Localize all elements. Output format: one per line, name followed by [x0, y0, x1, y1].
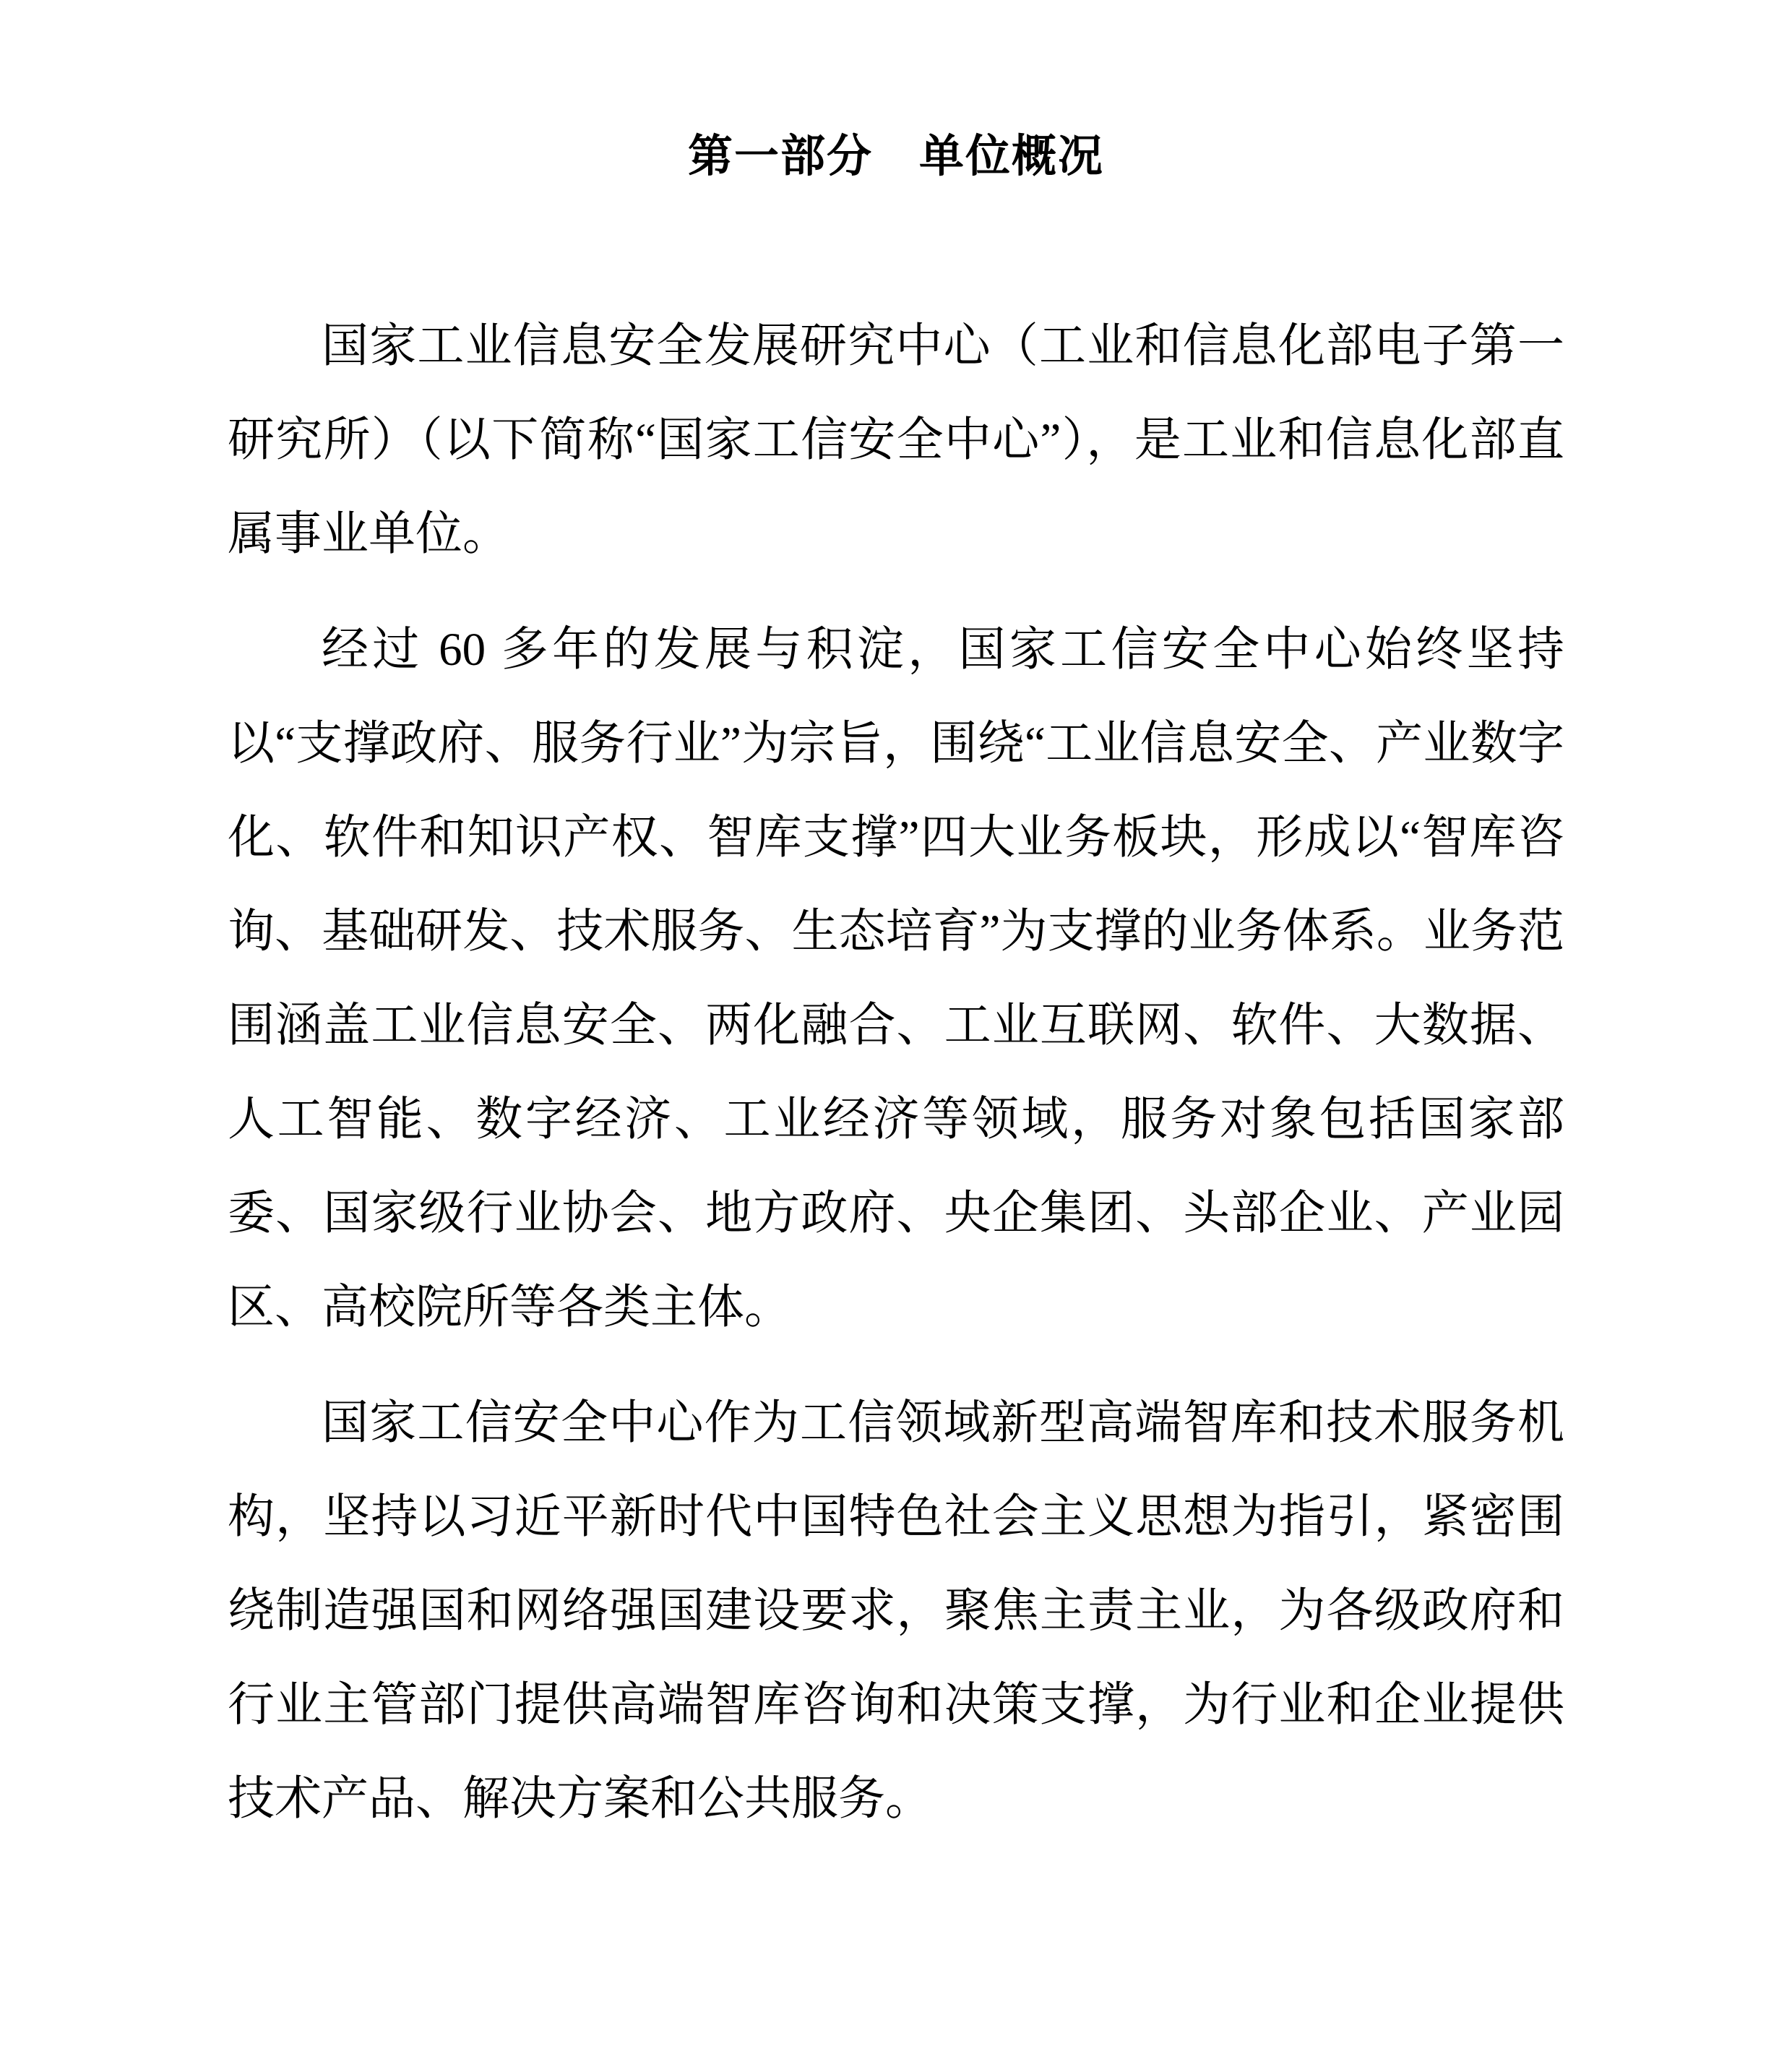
body-paragraph: 国家工信安全中心作为工信领域新型高端智库和技术服务机构，坚持以习近平新时代中国特色社会主义思想为指引，紧密围绕制造强国和网络强国建设要求，聚焦主责主业，为各级政府和行业主管部门提供高端智库咨询和决策支撑，为行业和企业提供技术产品、解决方案和公共服务。: [228, 1397, 1564, 1826]
body-paragraph: 国家工业信息安全发展研究中心（工业和信息化部电子第一研究所）（以下简称“国家工信安全中心”），是工业和信息化部直属事业单位。: [228, 320, 1564, 561]
section-title: 第一部分 单位概况: [687, 132, 1104, 181]
document-body: [228, 299, 1564, 1846]
body-paragraph: 经过 60 多年的发展与积淀，国家工信安全中心始终坚持以“支撑政府、服务行业”为宗旨，围绕“工业信息安全、产业数字化、软件和知识产权、智库支撑”四大业务板块，形成以“智库咨询、基础研发、技术服务、生态培育”为支撑的业务体系。业务范围涵盖工业信息安全、两化融合、工业互联网、软件、大数据、人工智能、数字经济、工业经济等领域，服务对象包括国家部委、国家级行业协会、地方政府、央企集团、头部企业、产业园区、高校院所等各类主体。: [228, 624, 1564, 1334]
